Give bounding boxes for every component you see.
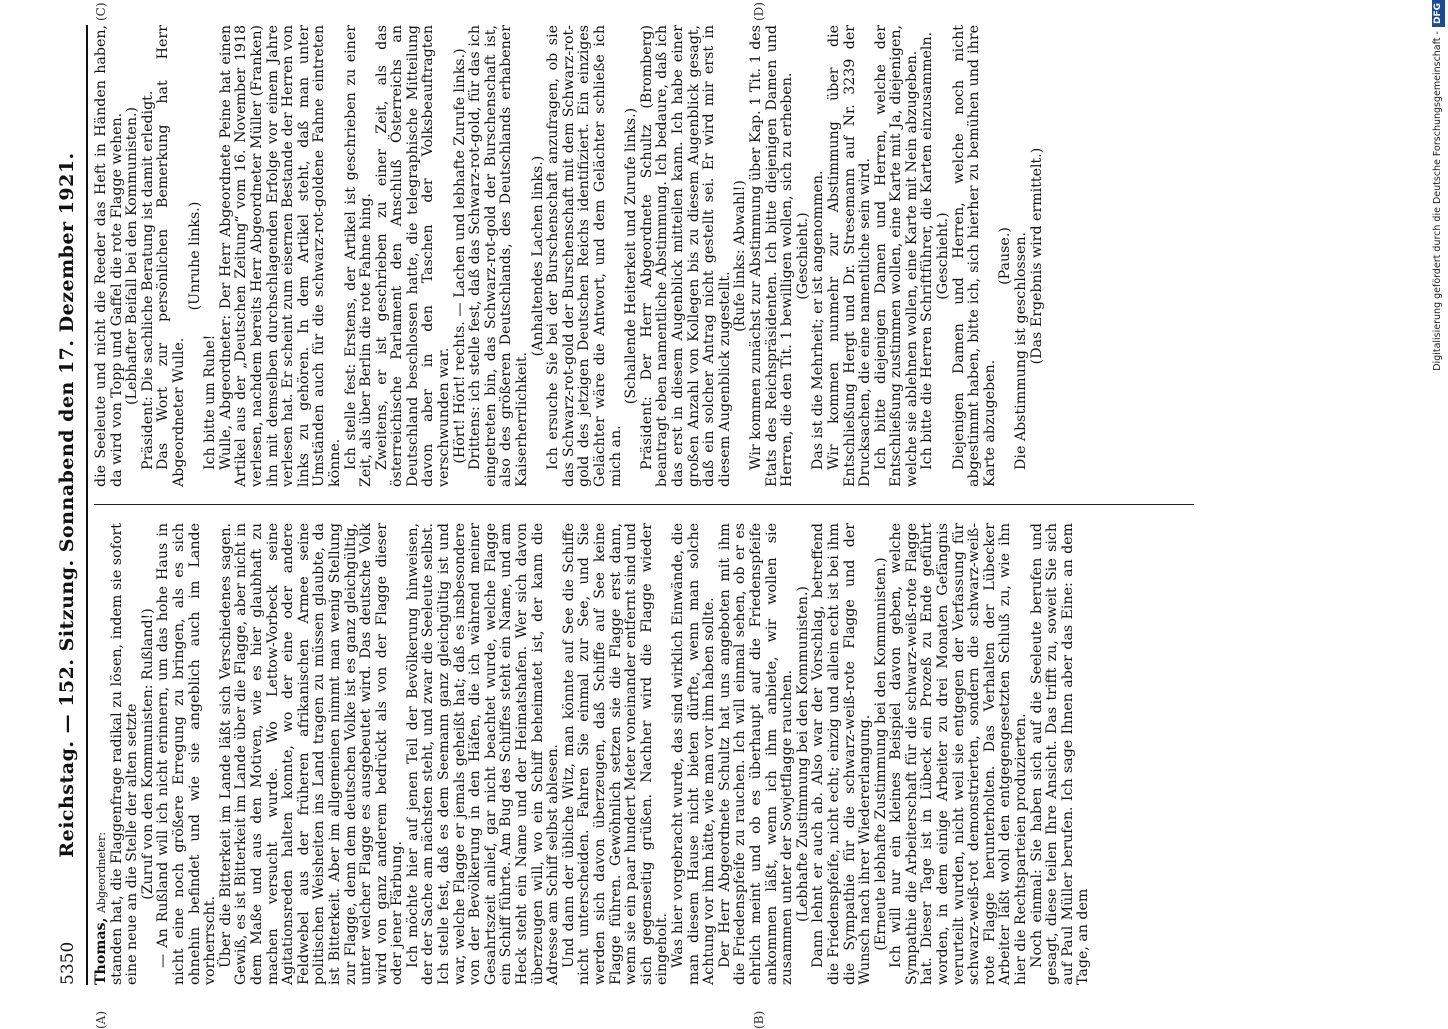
paragraph: Was hier vorgebracht wurde, das sind wirklich Einwände, die man diesem Hause nicht bieten dürfte, wenn man solche Achtung vor ihm hätte, wie man vor ihm haben sollte. [669,523,718,985]
right-column [94,25,1045,487]
paragraph: Ich bitte um Ruhe! [202,334,219,470]
left-column [94,523,1092,985]
paragraph: Dann lehnt er auch ab. Also war der Vorschlag, betreffend die Friedenspfeife, nicht echt; einzig und allein echt ist bei ihm die Sympathie für die schwarz-weiß-rote Flagge und der Wunsch nach ihrer Wiedererlangung. [810,523,874,985]
paragraph: Drittens: ich stelle fest, daß das Schwarz-rot-gold, für das ich eingetreten bin, das Schwarz-rot-gold der Burschenschaft ist, also des größeren Deutschlands, des Deutschlands erhabener Kaiserherrlichkeit. [467,25,531,487]
dfg-logo: DFG [1432,0,1445,27]
paragraph: Wir kommen nunmehr zur Abstimmung über die Entschließung Hergt und Dr. Stresemann auf Nr. 3239 der Drucksachen, die eine namentliche sein wird. [825,25,874,487]
paragraph: Das ist die Mehrheit; er ist angenommen. [810,170,827,470]
margin-mark-d: (D) [752,2,766,21]
paragraph: (Unruhe links.) [186,201,203,311]
paragraph: Diejenigen Damen und Herren, welche noch nicht abgestimmt haben, bitte ich, sich hierher zu bemühen und ihre Karte abzugeben. [950,25,998,487]
paragraph: (Rufe links: Abwahl!) [732,180,749,332]
paragraph: (Schallende Heiterkeit und Zurufe links.) [623,107,640,405]
speaker-role: Abgeordneter: [95,832,108,914]
paragraph: Ich bitte die Herren Schriftführer, die Karten einzusammeln. [919,31,936,470]
paragraph: (Geschieht.) [794,212,811,300]
paragraph: Noch einmal: Sie haben sich auf die Seeleute berufen und gesagt, diese teilen Ihre Ansicht. Das trifft zu, soweit Sie sich auf Paul Müller berufen. Ich sage Ihnen aber das Eine: an dem Tage, an dem [1028,523,1092,985]
speaker-name: Thomas, [93,917,109,985]
paragraph: Der Herr Abgeordnete Schultz hat uns angeboten mit ihm die Friedenspfeife zu rauchen. Ich will einmal sehen, ob er es ehrlich meint und ob es überhaupt auf die Friedenspfeife ankommen läßt, wenn ich ihm anbiete, wir wollen sie zusammen unter der Sowjetflagge rauchen. [716,523,796,985]
paragraph: standen hat, die Flaggenfrage radikal zu lösen, indem sie sofort eine neue an die Stelle der alten setzte [108,523,141,985]
paragraph: Präsident: Der Herr Abgeordnete Schultz (Bromberg) beantragt eben namentliche Abstimmung. Ich bedaure, daß ich das erst in diesem Augenblick mitteilen kann. Ich habe einer großen Anzahl von Kollegen bis zu diesem Augenblick gesagt, daß ein solcher Antrag nicht gestellt sei. Er wird mir erst in diesem Augenblick zugestellt. [638,25,733,487]
margin-mark-c: (C) [94,2,108,21]
paragraph: (Geschieht.) [935,212,952,300]
paragraph: (Pause.) [997,227,1014,285]
paragraph: Wir kommen zunächst zur Abstimmung über Kap. 1 Tit. 1 des Etats des Reichspräsidenten. Ich bitte diejenigen Damen und Herren, die den Tit. 1 bewilligen wollen, sich zu erheben. [747,25,796,487]
paragraph: (Lebhafter Beifall bei den Kommunisten.) [124,107,141,406]
paragraph: (Lebhafte Zustimmung bei den Kommunisten.) [794,586,811,922]
speaker-line [94,523,110,985]
paragraph: Zweitens, er ist geschrieben zu einer Zeit, als das österreichische Parlament den Anschluß Österreichs an Deutschland beschlossen hatte, die telegraphische Mitteilung davon aber in den Taschen der Volksbeauftragten verschwunden war. [373,25,453,487]
paragraph: — An Rußland will ich nicht erinnern, um das hohe Haus in nicht eine noch größere Erregung zu bringen, als es sich ohnehin befindet und wie sie angeblich auch im Lande vorherrscht. [155,523,219,985]
paragraph: Ich will nur ein kleines Beispiel davon geben, welche Sympathie die Arbeiterschaft für die schwarz-weiß-rote Flagge hat. Dieser Tage ist in Lübeck ein Prozeß zu Ende geführt worden, in dem einige Arbeiter zu drei Monaten Gefängnis verurteilt wurden, nicht weil sie entgegen der Verfassung für schwarz-weiß-rot demonstrierten, sondern die schwarz-weiß-rote Flagge herunterholten. Das Verhalten der Lübecker Arbeiter läßt wohl den entgegengesetzten Schluß zu, wie ihn hier die Rechtsparteien produzierten. [888,523,1030,985]
paragraph: Ich bitte diejenigen Damen und Herren, welche der Entschließung zustimmen wollen, eine Karte mit Ja, diejenigen, welche sie ablehnen wollen, eine Karte mit Nein abzugeben. [872,25,920,487]
margin-mark-a: (A) [94,1010,108,1029]
credit-text-wrap [1428,0,1448,980]
paragraph: (Erneute lebhafte Zustimmung bei den Kommunisten.) [872,557,889,951]
paragraph: (Anhaltendes Lachen links.) [529,155,546,357]
credit-text: Digitalisierung gefördert durch die Deutsche Forschungsgemeinschaft - [1432,31,1443,371]
paragraph: Wulle, Abgeordneter: Der Herr Abgeordnete Peine hat einen Artikel aus der „Deutschen Zeitung“ vom 16. November 1918 verlesen, nachdem bereits Herr Abgeordneter Müller (Franken) ihn mit demselben durchschlagenden Erfolge vor einem Jahre verlesen hat. Er scheint zum eisernen Bestande der Herren von links zu gehören. In dem Artikel steht, daß man unter Umständen auch für die schwarz-rot-goldene Fahne eintreten könne. [217,25,343,487]
page-header [52,25,88,985]
credit-strip [1414,3,1443,990]
paragraph: Über die Bitterkeit im Lande läßt sich Verschiedenes sagen. Gewiß, es ist Bitterkeit im Lande über die Flagge, aber nicht in dem Maße und aus den Motiven, wie es hier glaubhaft zu machen versucht wurde. Wo Lettow-Vorbeck seine Agitationsreden halten konnte, wo der eine oder andere Feldwebel aus der früheren afrikanischen Armee seine politischen Weisheiten ins Land tragen zu müssen glaubte, da ist Bitterkeit. Aber im allgemeinen nimmt man wenig Stellung zur Flagge, denn dem deutschen Volke ist es ganz gleichgültig, unter welcher Flagge es ausgebeutet wird. Das deutsche Volk wird von ganz anderem bedrückt als von der Flagge dieser oder jener Färbung. [217,523,406,985]
paragraph: Präsident: Die sachliche Beratung ist damit erledigt. [139,90,156,470]
paragraph: (Hört! Hört! rechts. — Lachen und lebhafte Zurufe links.) [451,48,468,464]
paragraph: Und dann der übliche Witz, man könnte auf See die Schiffe nicht unterscheiden. Fahren Sie einmal zur See, und Sie werden sich davon überzeugen, daß Schiffe auf See keine Flagge führen. Gewöhnlich setzen sie die Flagge erst dann, wenn sie ein paar hundert Meter voneinander entfernt sind und sich gegenseitig grüßen. Nachher wird die Flagge wieder eingeholt. [560,523,671,985]
paragraph: (Das Ergebnis wird ermittelt.) [1028,147,1045,365]
column-divider [94,504,1194,505]
margin-mark-b: (B) [752,1010,766,1029]
page-title: Reichstag. — 152. Sitzung. Sonnabend den 17. Dezember 1921. [56,152,78,858]
paragraph: die Seeleute und nicht die Reeder das Heft in Händen haben, da wird von Topp und Gaffel die rote Flagge wehen. [93,25,125,487]
paragraph: Ich stelle fest: Erstens, der Artikel ist geschrieben zu einer Zeit, als über Berlin die rote Fahne hing. [342,25,375,487]
paragraph: Die Abstimmung ist geschlossen. [1013,231,1030,470]
paragraph: Das Wort zur persönlichen Bemerkung hat Herr Abgeordneter Wulle. [155,25,187,487]
rotated-document-page [52,2,1412,1029]
paragraph: Ich ersuche Sie bei der Burschenschaft anzufragen, ob sie das Schwarz-rot-gold der Burschenschaft mit dem Schwarz-rot-gold des jetzigen Deutschen Reichs identifiziert. Ein einziges Gelächter wäre die Antwort, und dem Gelächter schließe ich mich an. [545,25,624,487]
paragraph: (Zuruf von den Kommunisten: Rußland!) [139,608,156,900]
paragraph: Ich möchte hier auf jenen Teil der Bevölkerung hinweisen, der der Sache am nächsten steht, und zwar die Seeleute selbst. Ich stelle fest, daß es dem Seemann ganz gleichgültig ist und war, welche Flagge er jemals geheißt hat; daß es insbesondere von der Bevölkerung in den Häfen, die ich während meiner Gesahrtszeit anlief, gar nicht beachtet wurde, welche Flagge ein Schiff führte. Am Bug des Schiffes steht ein Name, und am Heck steht ein Name und der Heimatshafen. Wer sich davon überzeugen will, wo ein Schiff beheimatet ist, der kann die Adresse am Schiff selbst ablesen. [404,523,562,985]
page-number: 5350 [58,941,78,985]
